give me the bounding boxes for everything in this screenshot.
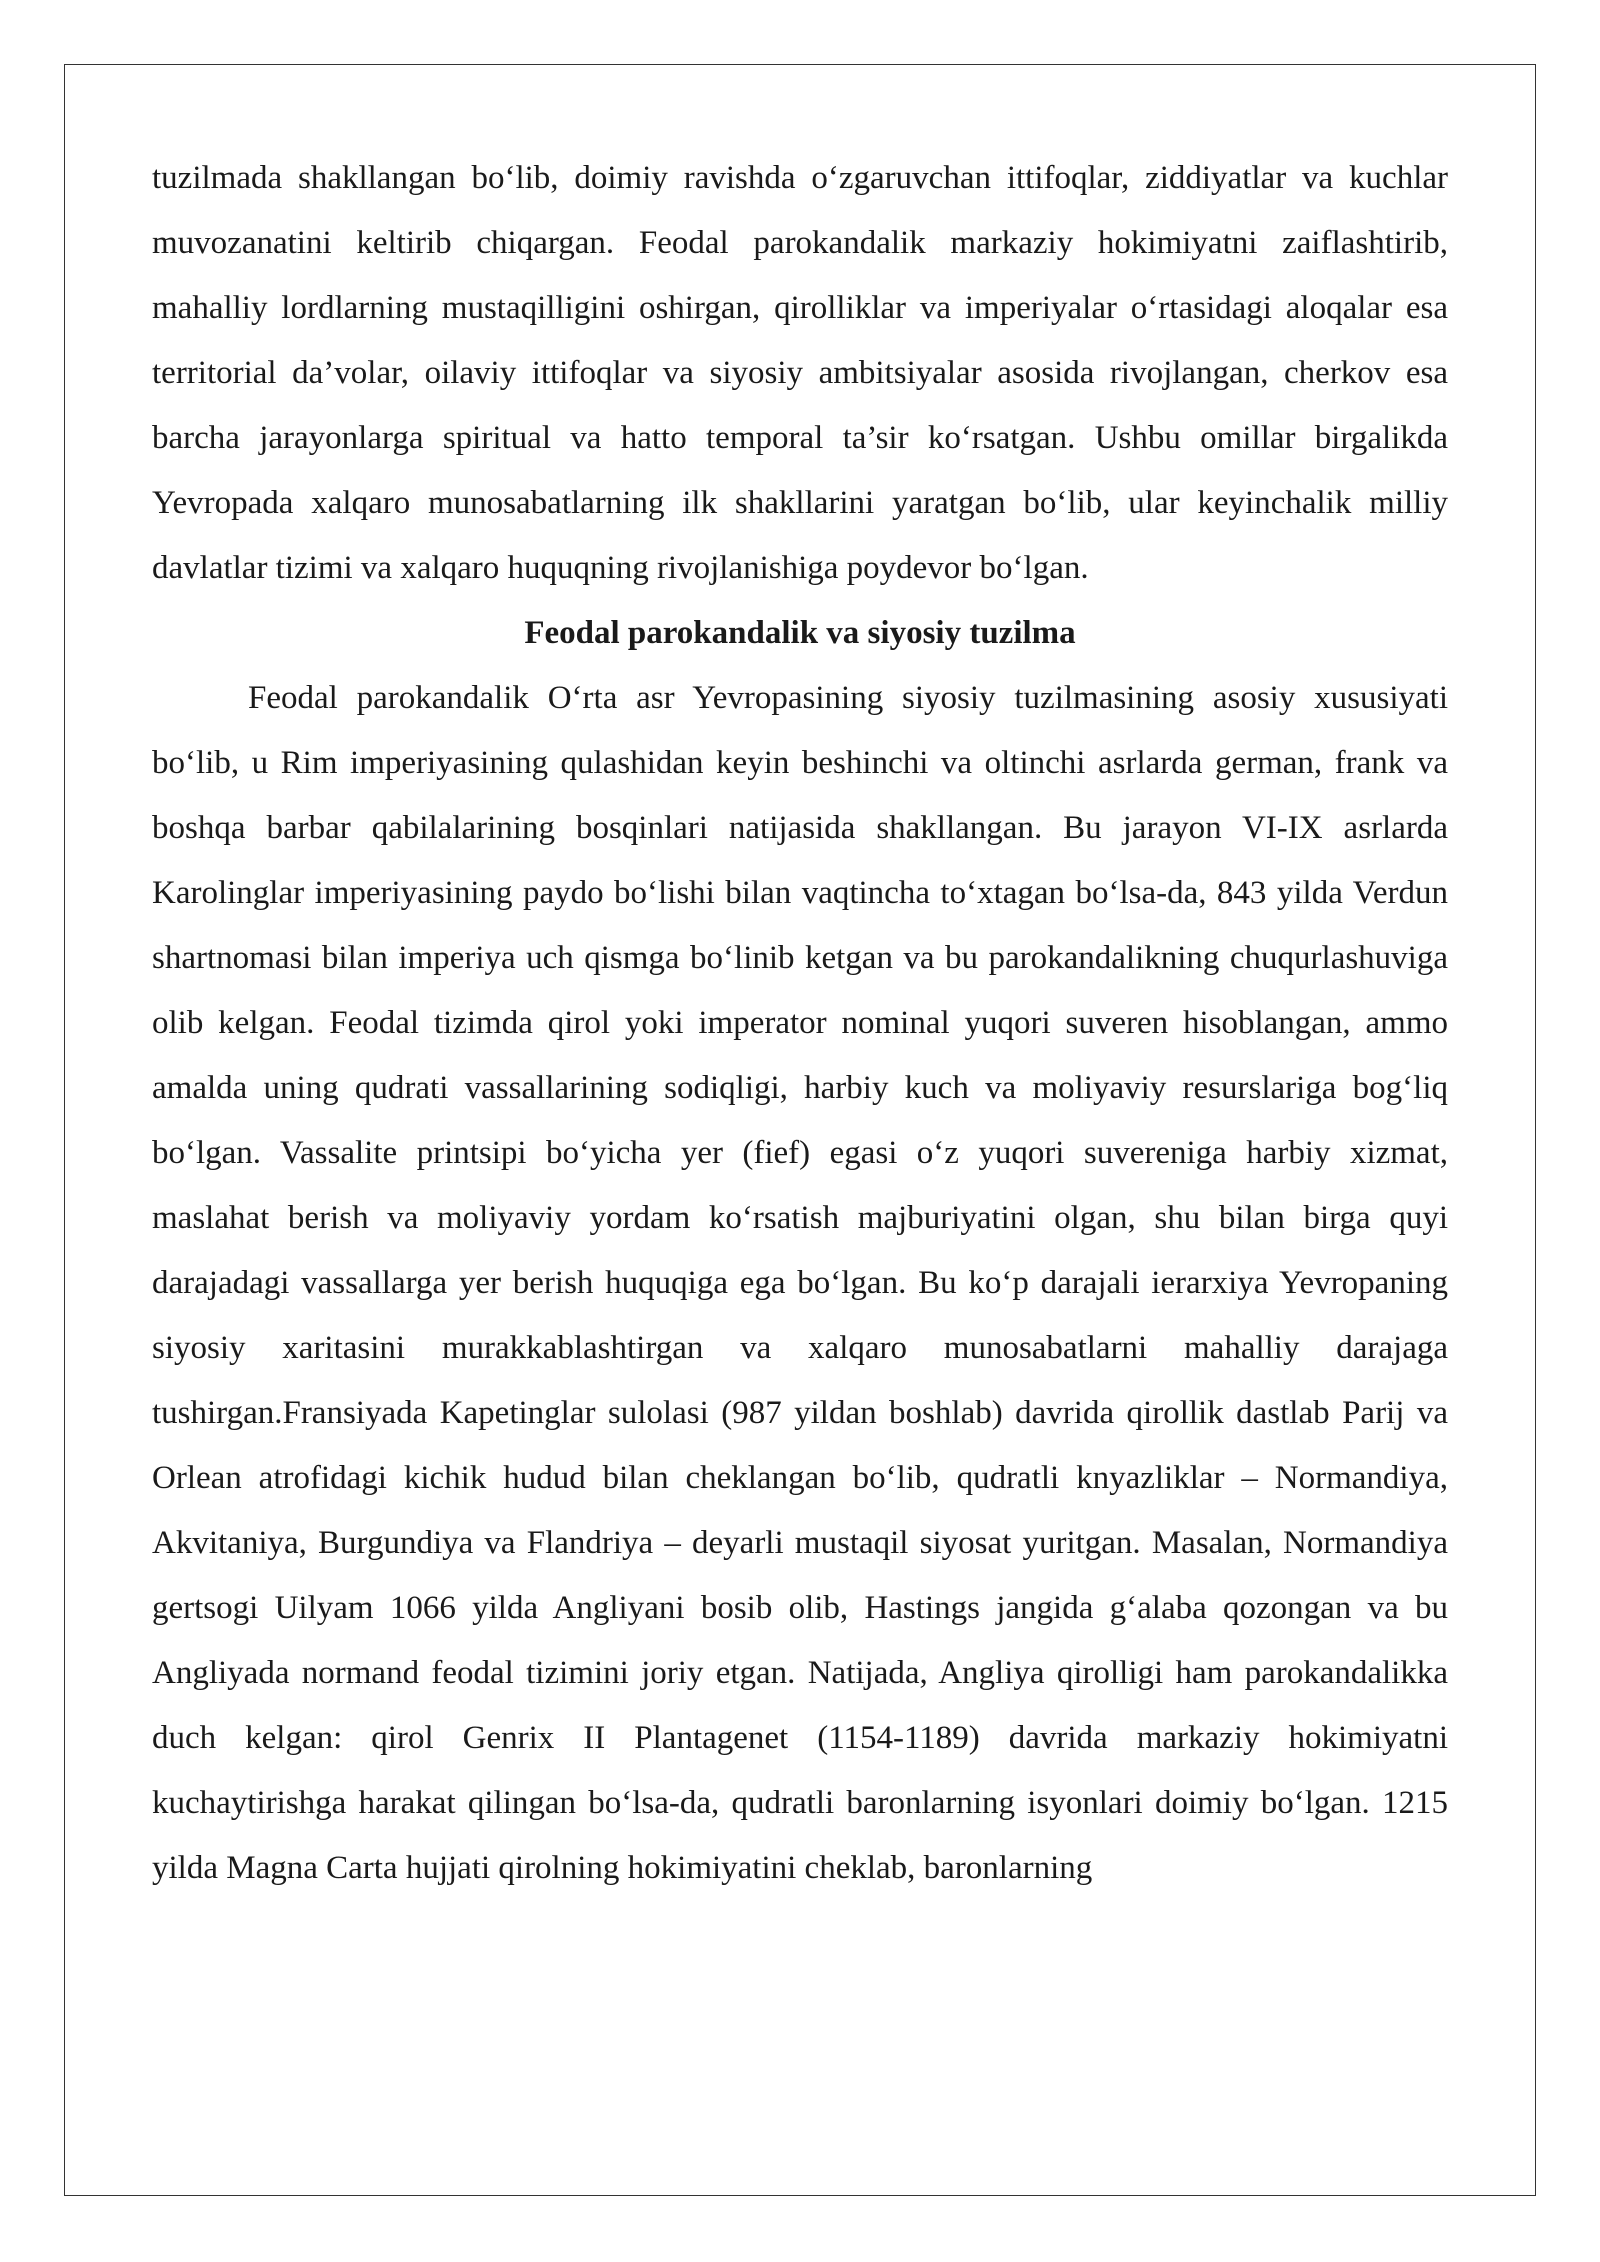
paragraph-body: Feodal parokandalik O‘rta asr Yevropasining siyosiy tuzilmasining asosiy xususiyati bo‘lib, u Rim imperiyasining qulashidan keyin beshinchi va oltinchi asrlarda german, frank va boshqa barbar qabilalarining bosqinlari natijasida shakllangan. Bu jarayon VI-IX asrlarda Karolinglar imperiyasining paydo bo‘lishi bilan vaqtincha to‘xtagan bo‘lsa-da, 843 yilda Verdun shartnomasi bilan imperiya uch qismga bo‘linib ketgan va bu parokandalikning chuqurlashuviga olib kelgan. Feodal tizimda qirol yoki imperator nominal yuqori suveren hisoblangan, ammo amalda uning qudrati vassallarining sodiqligi, harbiy kuch va moliyaviy resurslariga bog‘liq bo‘lgan. Vassalite printsipi bo‘yicha yer (fief) egasi o‘z yuqori suvereniga harbiy xizmat, maslahat berish va moliyaviy yordam ko‘rsatish majburiyatini olgan, shu bilan birga quyi darajadagi vassallarga yer berish huquqiga ega bo‘lgan. Bu ko‘p darajali ierarxiya Yevropaning siyosiy xaritasini murakkablashtirgan va xalqaro munosabatlarni mahalliy darajaga tushirgan.Fransiyada Kapetinglar sulolasi (987 yildan boshlab) davrida qirollik dastlab Parij va Orlean atrofidagi kichik hudud bilan cheklangan bo‘lib, qudratli knyazliklar – Normandiya, Akvitaniya, Burgundiya va Flandriya – deyarli mustaqil siyosat yuritgan. Masalan, Normandiya gertsogi Uilyam 1066 yilda Angliyani bosib olib, Hastings jangida g‘alaba qozongan va bu Angliyada normand feodal tizimini joriy etgan. Natijada, Angliya qirolligi ham parokandalikka duch kelgan: qirol Genrix II Plantagenet (1154-1189) davrida markaziy hokimiyatni kuchaytirishga harakat qilingan bo‘lsa-da, qudratli baronlarning isyonlari doimiy bo‘lgan. 1215 yilda Magna Carta hujjati qirolning hokimiyatini cheklab, baronlarning <box>152 680 1448 1886</box>
section-heading: Feodal parokandalik va siyosiy tuzilma <box>524 615 1076 651</box>
document-body <box>152 146 1448 1901</box>
paragraph-continued: tuzilmada shakllangan bo‘lib, doimiy ravishda o‘zgaruvchan ittifoqlar, ziddiyatlar va kuchlar muvozanatini keltirib chiqargan. Feodal parokandalik markaziy hokimiyatni zaiflashtirib, mahalliy lordlarning mustaqilligini oshirgan, qirolliklar va imperiyalar o‘rtasidagi aloqalar esa territorial da’volar, oilaviy ittifoqlar va siyosiy ambitsiyalar asosida rivojlangan, cherkov esa barcha jarayonlarga spiritual va hatto temporal ta’sir ko‘rsatgan. Ushbu omillar birgalikda Yevropada xalqaro munosabatlarning ilk shakllarini yaratgan bo‘lib, ular keyinchalik milliy davlatlar tizimi va xalqaro huquqning rivojlanishiga poydevor bo‘lgan. <box>152 160 1448 586</box>
